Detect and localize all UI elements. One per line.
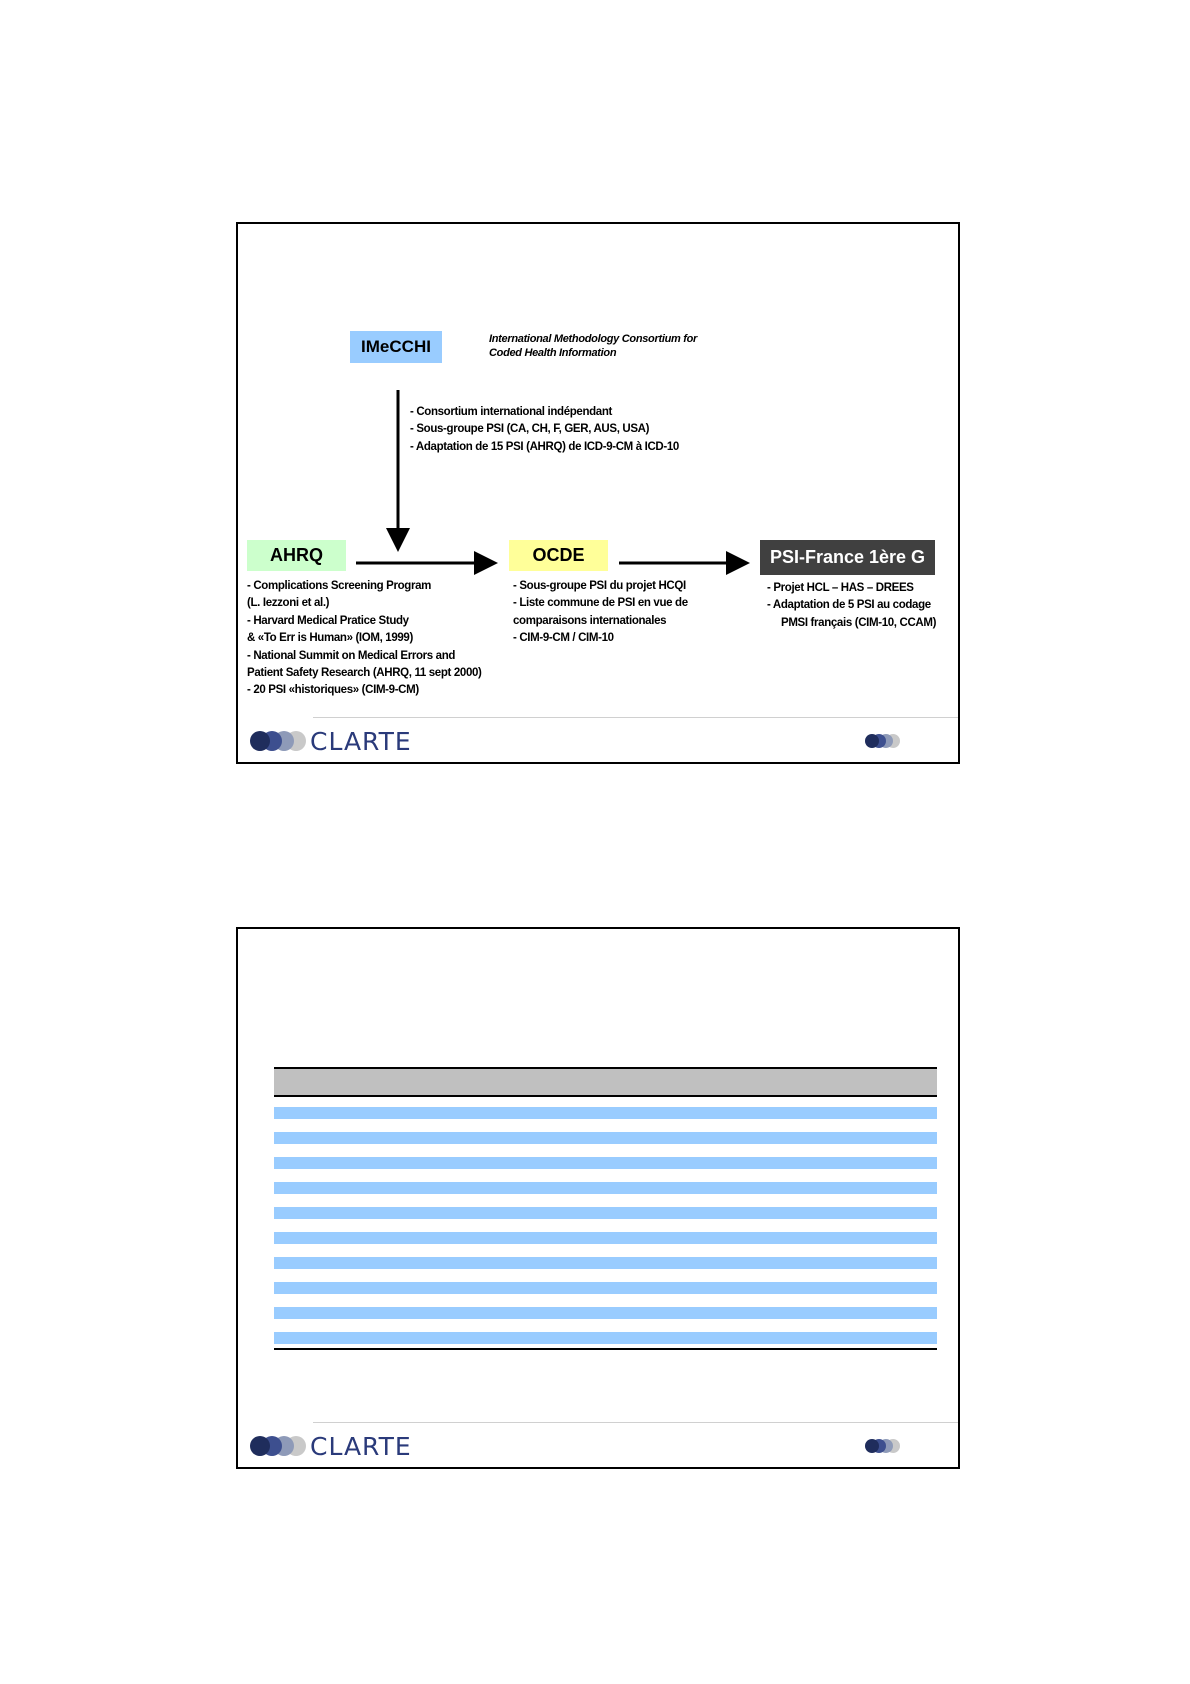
note-line: - Harvard Medical Pratice Study (247, 614, 409, 627)
table-header (274, 1067, 937, 1097)
mini-dot (865, 1439, 879, 1453)
table-row (274, 1282, 937, 1294)
note-line: - CIM-9-CM / CIM-10 (513, 632, 614, 645)
note-line: (L. Iezzoni et al.) (247, 597, 330, 610)
mini-dot (865, 734, 879, 748)
ocde-label: OCDE (532, 545, 585, 565)
logo-dot (250, 1436, 270, 1456)
ocde-notes (513, 578, 688, 648)
logo-dots-icon (250, 1435, 308, 1457)
slide-1 (236, 222, 960, 764)
clarte-logo (250, 726, 412, 756)
footer-divider (313, 717, 958, 718)
footer-dots-icon (865, 1439, 905, 1453)
logo-word: CLARTE (310, 726, 412, 756)
note-line: - National Summit on Medical Errors and (247, 649, 456, 662)
imecchi-box (350, 331, 442, 363)
imecchi-full-name-line: International Methodology Consortium for (489, 333, 697, 345)
note-line: PMSI français (CIM-10, CCAM) (781, 616, 937, 629)
ahrq-box (247, 540, 346, 571)
note-line: - 20 PSI «historiques» (CIM-9-CM) (247, 684, 419, 697)
table-row (274, 1257, 937, 1269)
note-line: - Projet HCL – HAS – DREES (767, 582, 914, 594)
imecchi-full-name (489, 332, 697, 360)
table-row (274, 1107, 937, 1119)
table-row (274, 1157, 937, 1169)
striped-table (274, 1067, 937, 1347)
imecchi-notes (410, 404, 679, 456)
table-row (274, 1207, 937, 1219)
note-line: Patient Safety Research (AHRQ, 11 sept 2000) (247, 667, 482, 680)
note-line: - Adaptation de 5 PSI au codage (767, 599, 931, 612)
table-row (274, 1332, 937, 1344)
table-row (274, 1232, 937, 1244)
note-line: - Sous-groupe PSI du projet HCQI (513, 580, 686, 592)
logo-word: CLARTE (310, 1431, 412, 1461)
table-row (274, 1307, 937, 1319)
note-line: & «To Err is Human» (IOM, 1999) (247, 632, 413, 645)
note-line: - Adaptation de 15 PSI (AHRQ) de ICD-9-CM à ICD-10 (410, 440, 679, 453)
ahrq-label: AHRQ (270, 545, 323, 565)
imecchi-label: IMeCCHI (361, 337, 431, 356)
ahrq-notes (247, 578, 482, 700)
footer-dots-icon (865, 734, 905, 748)
imecchi-full-name-line: Coded Health Information (489, 347, 617, 359)
logo-dot (250, 731, 270, 751)
logo-dots-icon (250, 730, 308, 752)
note-line: - Sous-groupe PSI (CA, CH, F, GER, AUS, USA) (410, 423, 650, 436)
clarte-logo (250, 1431, 412, 1461)
psi-france-box (760, 540, 935, 575)
psi-france-label: PSI-France 1ère G (769, 547, 926, 567)
note-line: comparaisons internationales (513, 614, 667, 627)
ocde-box (509, 540, 608, 571)
table-body (274, 1097, 937, 1347)
note-line: - Consortium international indépendant (410, 406, 613, 418)
slide-2 (236, 927, 960, 1469)
note-line: - Complications Screening Program (247, 580, 431, 592)
note-line: - Liste commune de PSI en vue de (513, 597, 688, 610)
table-bottom-rule (274, 1348, 937, 1350)
footer-divider (313, 1422, 958, 1423)
table-row (274, 1132, 937, 1144)
table-row (274, 1182, 937, 1194)
psi-france-notes (767, 580, 936, 632)
